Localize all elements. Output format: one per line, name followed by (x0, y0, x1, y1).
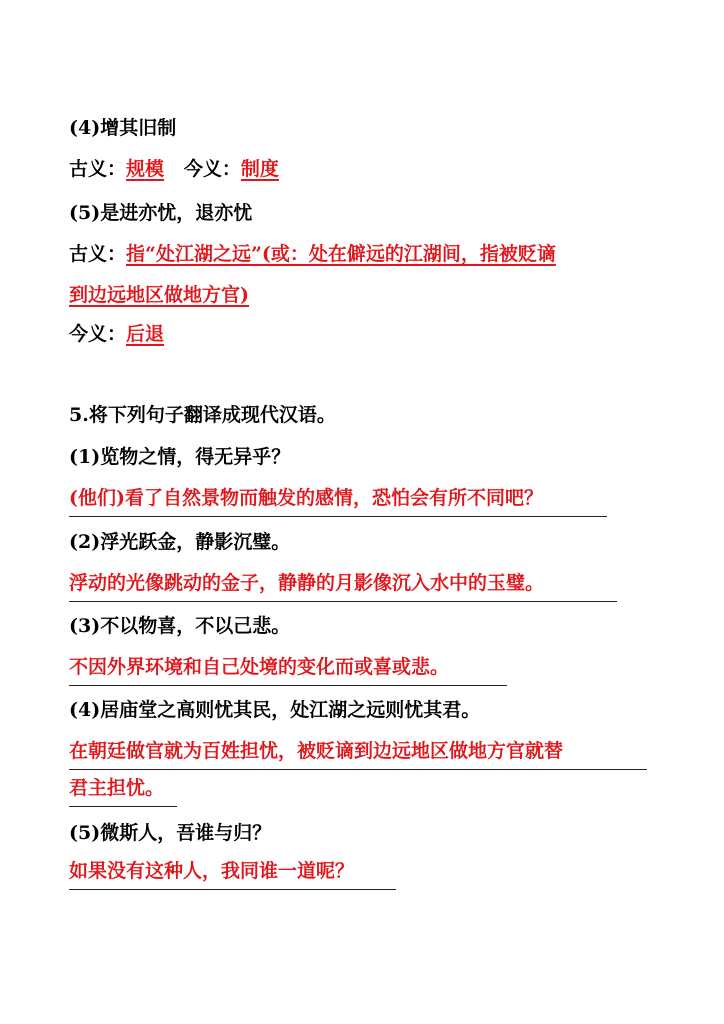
item-4-meanings (69, 155, 279, 183)
item-5-gu-line1 (69, 240, 556, 268)
item-5-gu-line2: 到边远地区做地方官) (69, 284, 249, 306)
jin-value: 制度 (240, 158, 279, 180)
gu-value-line1: 指“处江湖之远”(或：处在僻远的江湖间，指被贬谪 (126, 243, 556, 265)
q5-item-2-question: (2)浮光跃金，静影沉璧。 (69, 531, 291, 553)
question-5-heading: 5.将下列句子翻译成现代汉语。 (69, 404, 336, 426)
gu-value: 规模 (126, 158, 165, 180)
gu-label: 古义： (69, 158, 127, 180)
q5-item-1-question: (1)览物之情，得无异乎？ (69, 446, 291, 468)
item-5-jin (69, 320, 164, 348)
jin-value: 后退 (126, 323, 165, 345)
q5-item-5-answer: 如果没有这种人，我同谁一道呢？ (69, 857, 396, 890)
q5-item-4-question: (4)居庙堂之高则忧其民，处江湖之远则忧其君。 (69, 699, 481, 721)
q5-item-5-question: (5)微斯人，吾谁与归？ (69, 822, 272, 844)
q5-item-4-answer-line2: 君主担忧。 (69, 774, 177, 807)
jin-label: 今义： (69, 323, 127, 345)
q5-item-3-answer: 不因外界环境和自己处境的变化而或喜或悲。 (69, 653, 507, 686)
item-5-title: (5)是进亦忧，退亦忧 (69, 202, 253, 224)
jin-label: 今义： (183, 158, 241, 180)
q5-item-2-answer: 浮动的光像跳动的金子，静静的月影像沉入水中的玉璧。 (69, 569, 617, 602)
q5-item-3-question: (3)不以物喜，不以己悲。 (69, 615, 291, 637)
gu-label: 古义： (69, 243, 127, 265)
q5-item-4-answer-line1: 在朝廷做官就为百姓担忧，被贬谪到边远地区做地方官就替 (69, 737, 647, 770)
q5-item-1-answer: (他们)看了自然景物而触发的感情，恐怕会有所不同吧？ (69, 484, 607, 517)
item-4-title: (4)增其旧制 (69, 117, 177, 139)
